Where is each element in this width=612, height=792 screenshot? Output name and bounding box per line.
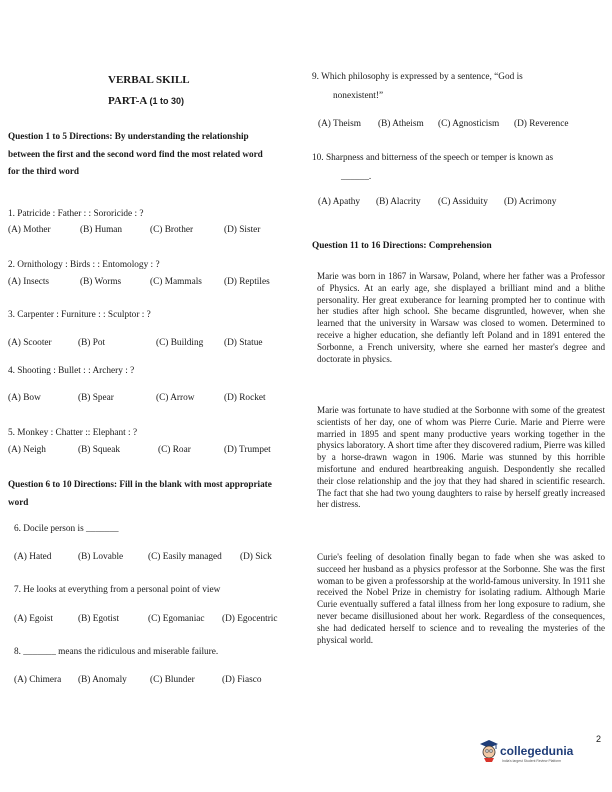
- option-a: (A) Egoist: [14, 614, 53, 624]
- question-7-options: [14, 613, 278, 625]
- option-a: (A) Insects: [8, 277, 50, 287]
- option-a: (A) Apathy: [318, 197, 361, 207]
- option-b: (B) Spear: [78, 393, 114, 403]
- question-9-line-1: 9. Which philosophy is expressed by a sentence, “God is: [312, 72, 523, 82]
- question-10-options: [318, 196, 556, 208]
- option-a: (A) Bow: [8, 393, 41, 403]
- option-c: (C) Egomaniac: [148, 614, 205, 624]
- direction-line: Question 6 to 10 Directions: Fill in the blank with most appropriate: [8, 479, 272, 489]
- option-a: (A) Theism: [318, 119, 361, 129]
- option-d: (D) Sister: [224, 225, 261, 235]
- directions-6-10: [8, 476, 308, 511]
- question-2-options: [8, 276, 270, 288]
- option-c: (C) Building: [156, 338, 204, 348]
- option-c: (C) Easily managed: [148, 552, 222, 562]
- option-d: (D) Trumpet: [224, 445, 271, 455]
- option-d: (D) Reverence: [514, 119, 569, 129]
- question-9-options: [318, 118, 568, 130]
- option-c: (C) Brother: [150, 225, 194, 235]
- logo-name: collegedunia: [500, 744, 574, 758]
- passage-paragraph-2: Marie was fortunate to have studied at the Sorbonne with some of the greatest scientists of her day, one of whom was Pierre Curie. Marie and Pierre were married in 1895 and spent many productive years working together in the physics laboratory. A short time after they discovered radium, Pierre was killed by a horse-drawn wagon in 1906. Marie was stunned by this horrible misfortune and endured heartbreaking anguish. Despondently she recalled their close relationship and the joy that they had shared in scientific research. The fact that she had two young daughters to raise by herself greatly increased her distress.: [317, 405, 605, 510]
- question-4-options: [8, 392, 266, 404]
- question-2: 2. Ornithology : Birds : : Entomology : ?: [8, 260, 160, 270]
- option-d: (D) Fiasco: [222, 675, 262, 685]
- option-b: (B) Squeak: [78, 445, 121, 455]
- question-1: 1. Patricide : Father : : Sororicide : ?: [8, 209, 144, 219]
- question-3-options: [8, 337, 262, 349]
- page-number: 2: [596, 734, 602, 744]
- collegedunia-logo: [478, 738, 602, 766]
- section-title: VERBAL SKILL: [108, 74, 190, 86]
- direction-line: word: [8, 496, 29, 507]
- option-a: (A) Chimera: [14, 675, 62, 685]
- option-c: (C) Assiduity: [438, 197, 488, 207]
- question-6: 6. Docile person is _______: [14, 524, 119, 534]
- graduate-mascot-icon: [478, 738, 500, 762]
- part-heading: [108, 95, 184, 107]
- question-5-options: [8, 444, 271, 456]
- question-6-options: [14, 551, 272, 563]
- directions-11-16: Question 11 to 16 Directions: Comprehension: [312, 241, 492, 251]
- question-3: 3. Carpenter : Furniture : : Sculptor : ?: [8, 310, 151, 320]
- option-c: (C) Roar: [158, 445, 191, 455]
- option-b: (B) Egotist: [78, 614, 120, 624]
- option-d: (D) Sick: [240, 552, 272, 562]
- option-c: (C) Mammals: [150, 277, 202, 287]
- question-1-options: [8, 224, 260, 236]
- question-4: 4. Shooting : Bullet : : Archery : ?: [8, 366, 135, 376]
- option-b: (B) Worms: [80, 277, 122, 287]
- part-label: PART-A: [108, 95, 147, 107]
- part-range: (1 to 30): [149, 96, 184, 106]
- question-7: 7. He looks at everything from a personal point of view: [14, 585, 221, 595]
- option-b: (B) Pot: [78, 338, 106, 348]
- option-d: (D) Rocket: [224, 393, 266, 403]
- directions-1-5: [8, 128, 308, 181]
- direction-line: between the first and the second word find the most related word: [8, 148, 263, 159]
- option-b: (B) Anomaly: [78, 675, 127, 685]
- passage-paragraph-3: Curie's feeling of desolation finally began to fade when she was asked to succeed her husband as a physics professor at the Sorbonne. She was the first woman to be given a professorship at the world-famous university. In 1911 she received the Nobel Prize in chemistry for isolating radium. Although Marie Curie eventually suffered a fatal illness from her long exposure to radium, she never became disillusioned about her work. Regardless of the consequences, she had dedicated herself to science and to revealing the mysteries of the physical world.: [317, 552, 605, 645]
- option-a: (A) Mother: [8, 225, 51, 235]
- option-d: (D) Reptiles: [224, 277, 270, 287]
- option-c: (C) Blunder: [150, 675, 195, 685]
- option-b: (B) Atheism: [378, 119, 424, 129]
- question-10-line-2: ______.: [341, 172, 372, 182]
- question-8-options: [14, 674, 262, 686]
- direction-line: for the third word: [8, 166, 80, 176]
- question-9-line-2: nonexistent!”: [333, 91, 384, 101]
- option-d: (D) Statue: [224, 338, 263, 348]
- option-c: (C) Agnosticism: [438, 119, 500, 129]
- logo-tagline: India's largest Student Review Platform: [502, 759, 562, 763]
- option-b: (B) Alacrity: [376, 197, 421, 207]
- option-d: (D) Acrimony: [504, 197, 557, 207]
- question-5: 5. Monkey : Chatter :: Elephant : ?: [8, 428, 138, 438]
- option-a: (A) Scooter: [8, 338, 52, 348]
- option-c: (C) Arrow: [156, 393, 195, 403]
- option-d: (D) Egocentric: [222, 614, 278, 624]
- option-a: (A) Neigh: [8, 445, 46, 455]
- passage-paragraph-1: Marie was born in 1867 in Warsaw, Poland, where her father was a Professor of Physics. At an early age, she displayed a brilliant mind and a blithe personality. Her great exuberance for learning prompted her to continue with her studies after high school. She became disgruntled, however, when she learned that the university in Warsaw was closed to women. Determined to receive a higher education, she defiantly left Poland and in 1891 entered the Sorbonne, a French university, where she earned her master's degree and doctorate in physics.: [317, 271, 605, 364]
- option-a: (A) Hated: [14, 552, 52, 562]
- direction-line: Question 1 to 5 Directions: By understanding the relationship: [8, 131, 249, 141]
- option-b: (B) Lovable: [78, 552, 124, 562]
- question-8: 8. _______ means the ridiculous and miserable failure.: [14, 647, 219, 657]
- option-b: (B) Human: [80, 225, 123, 235]
- question-10-line-1: 10. Sharpness and bitterness of the speech or temper is known as: [312, 153, 554, 163]
